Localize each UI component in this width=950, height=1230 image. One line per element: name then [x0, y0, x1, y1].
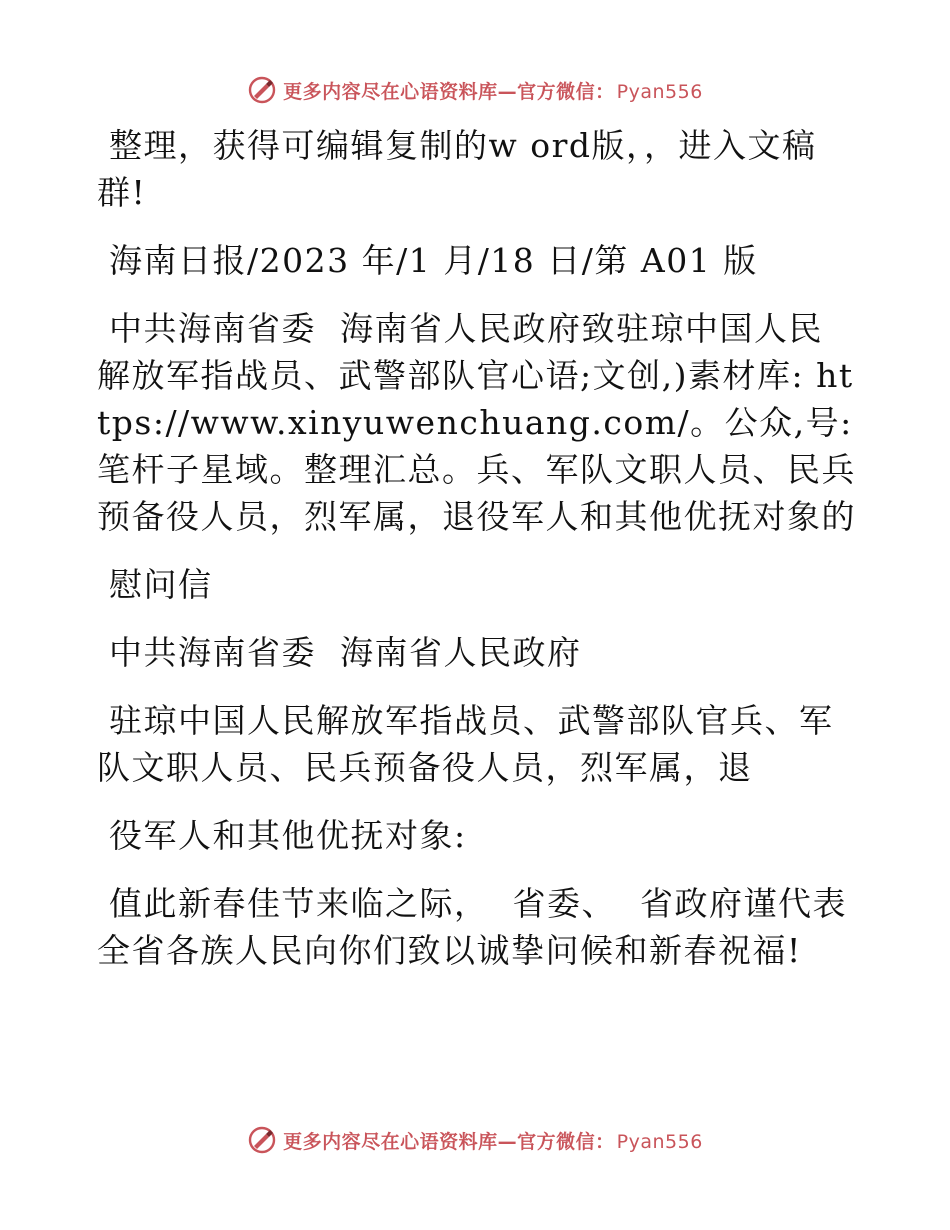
- pen-in-circle-logo-icon: [247, 1125, 277, 1155]
- paragraph-intro: 整理，获得可编辑复制的w ord版，，进入文稿群!: [97, 126, 817, 212]
- pen-in-circle-logo-icon: [247, 75, 277, 105]
- paragraph-signatories: 中共海南省委 海南省人民政府: [109, 633, 582, 672]
- watermark-text: 更多内容尽在心语资料库—官方微信： Pyan556: [283, 80, 703, 103]
- document-body: [97, 122, 865, 995]
- header-watermark-banner: [0, 70, 950, 110]
- footer-watermark-banner: [0, 1120, 950, 1160]
- paragraph-title-block: 中共海南省委 海南省人民政府致驻琼中国人民解放军指战员、武警部队官心语;文创,)素材库: https://www.xinyuwenchuang.com/。公众,号: 笔杆子星域。整理汇总。兵、军队文职人员、民兵预备役人员，烈军属，退役军人和其他优抚对象的: [97, 309, 865, 536]
- paragraph-letter-title: 慰问信: [109, 565, 213, 604]
- paragraph-source-line: 海南日报/2023 年/1 月/18 日/第 A01 版: [109, 241, 758, 280]
- paragraph-salutation: 驻琼中国人民解放军指战员、武警部队官兵、军队文职人员、民兵预备役人员，烈军属，退: [97, 701, 834, 787]
- paragraph-salutation-continued: 役军人和其他优抚对象:: [109, 816, 467, 855]
- watermark-text: 更多内容尽在心语资料库—官方微信： Pyan556: [283, 1130, 703, 1153]
- paragraph-greeting: 值此新春佳节来临之际， 省委、 省政府谨代表全省各族人民向你们致以诚挚问候和新春祝福!: [97, 884, 847, 970]
